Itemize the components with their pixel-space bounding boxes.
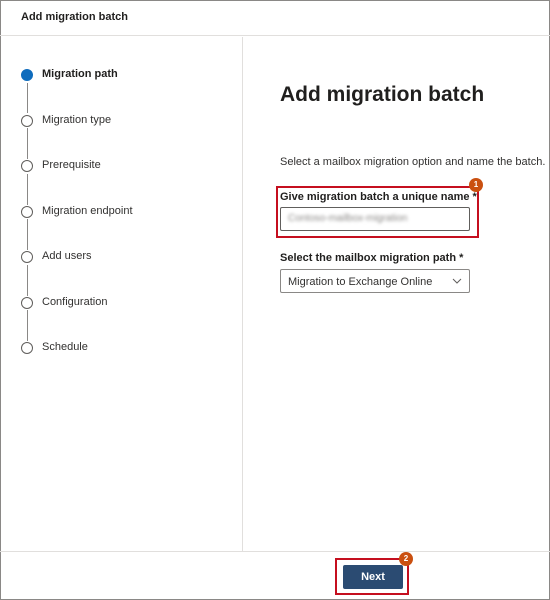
batch-name-value: Contoso-mailbox-migration xyxy=(288,213,408,224)
step-pending-indicator-icon xyxy=(21,251,33,263)
step-label: Migration type xyxy=(42,114,112,126)
batch-name-label: Give migration batch a unique name * xyxy=(280,191,477,203)
step-label: Migration path xyxy=(42,68,118,80)
step-connector xyxy=(27,265,28,296)
step-label: Configuration xyxy=(42,296,108,308)
chevron-down-icon xyxy=(451,275,463,287)
callout-badge-1: 1 xyxy=(469,178,483,192)
dialog-title: Add migration batch xyxy=(21,11,128,23)
step-connector xyxy=(27,128,28,159)
step-configuration[interactable] xyxy=(21,295,231,311)
step-migration-endpoint[interactable] xyxy=(21,204,231,220)
migration-path-dropdown[interactable] xyxy=(280,269,470,293)
page-title: Add migration batch xyxy=(280,83,485,106)
dialog-header xyxy=(0,0,550,36)
step-pending-indicator-icon xyxy=(21,342,33,354)
step-migration-type[interactable] xyxy=(21,113,231,129)
step-label: Schedule xyxy=(42,341,88,353)
callout-badge-2: 2 xyxy=(399,552,413,566)
step-label: Add users xyxy=(42,250,92,262)
step-connector xyxy=(27,174,28,205)
step-pending-indicator-icon xyxy=(21,160,33,172)
migration-path-label: Select the mailbox migration path * xyxy=(280,252,464,264)
step-label: Prerequisite xyxy=(42,159,101,171)
step-add-users[interactable] xyxy=(21,249,231,265)
dialog-footer xyxy=(0,551,550,600)
step-migration-path[interactable] xyxy=(21,67,231,83)
step-connector xyxy=(27,310,28,341)
page-description: Select a mailbox migration option and name the batch. xyxy=(280,156,546,168)
step-label: Migration endpoint xyxy=(42,205,133,217)
next-button[interactable]: Next xyxy=(343,565,403,589)
step-pending-indicator-icon xyxy=(21,115,33,127)
step-current-indicator-icon xyxy=(21,69,33,81)
step-connector xyxy=(27,83,28,113)
step-pending-indicator-icon xyxy=(21,297,33,309)
step-schedule[interactable] xyxy=(21,340,231,356)
migration-path-selected-value: Migration to Exchange Online xyxy=(288,276,433,288)
step-prerequisite[interactable] xyxy=(21,158,231,174)
step-connector xyxy=(27,219,28,250)
step-pending-indicator-icon xyxy=(21,206,33,218)
